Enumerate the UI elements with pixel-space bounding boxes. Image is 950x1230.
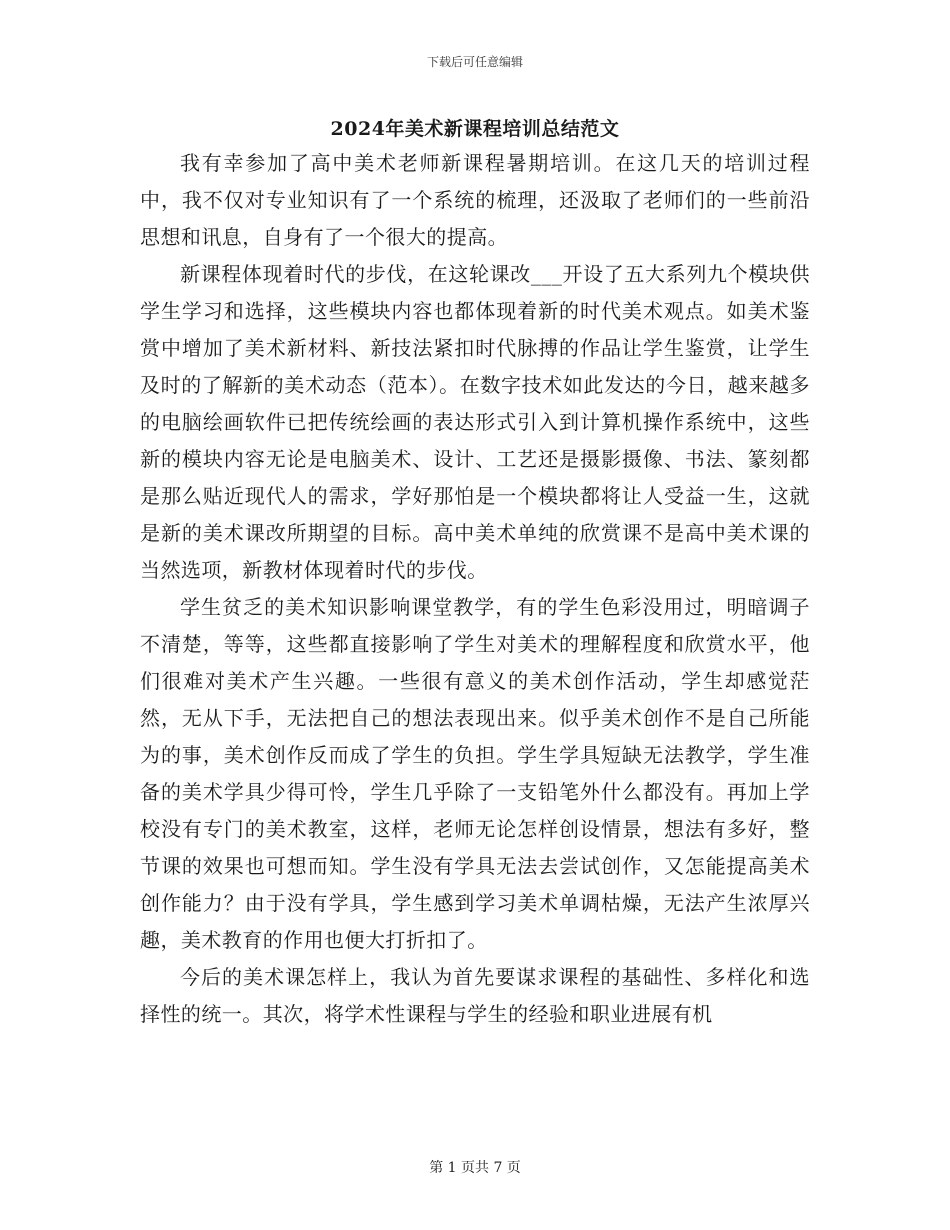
paragraph: 我有幸参加了高中美术老师新课程暑期培训。在这几天的培训过程中，我不仅对专业知识有了一个系统的梳理，还汲取了老师们的一些前沿思想和讯息，自身有了一个很大的提高。 <box>140 151 810 249</box>
paragraph: 新课程体现着时代的步伐，在这轮课改___开设了五大系列九个模块供学生学习和选择，这些模块内容也都体现着新的时代美术观点。如美术鉴赏中增加了美术新材料、新技法紧扣时代脉搏的作品让学生鉴赏，让学生及时的了解新的美术动态（范本）。在数字技术如此发达的今日，越来越多的电脑绘画软件已把传统绘画的表达形式引入到计算机操作系统中，这些新的模块内容无论是电脑美术、设计、工艺还是摄影摄像、书法、篆刻都是那么贴近现代人的需求，学好那怕是一个模块都将让人受益一生，这就是新的美术课改所期望的目标。高中美术单纯的欣赏课不是高中美术课的当然选项，新教材体现着时代的步伐。 <box>140 262 810 582</box>
paragraph: 学生贫乏的美术知识影响课堂教学，有的学生色彩没用过，明暗调子不清楚，等等，这些都直接影响了学生对美术的理解程度和欣赏水平，他们很难对美术产生兴趣。一些很有意义的美术创作活动，学生却感觉茫然，无从下手，无法把自己的想法表现出来。似乎美术创作不是自己所能为的事，美术创作反而成了学生的负担。学生学具短缺无法教学，学生准备的美术学具少得可怜，学生几乎除了一支铅笔外什么都没有。再加上学校没有专门的美术教室，这样，老师无论怎样创设情景，想法有多好，整节课的效果也可想而知。学生没有学具无法去尝试创作，又怎能提高美术创作能力？由于没有学具，学生感到学习美术单调枯燥，无法产生浓厚兴趣，美术教育的作用也便大打折扣了。 <box>140 595 810 952</box>
page-number: 第 1 页共 7 页 <box>429 1160 521 1176</box>
header-note: 下载后可任意编辑 <box>426 55 523 69</box>
document-body <box>140 145 810 1033</box>
document-title: 2024年美术新课程培训总结范文 <box>330 118 620 140</box>
paragraph: 今后的美术课怎样上，我认为首先要谋求课程的基础性、多样化和选择性的统一。其次，将学术性课程与学生的经验和职业进展有机 <box>140 965 810 1026</box>
